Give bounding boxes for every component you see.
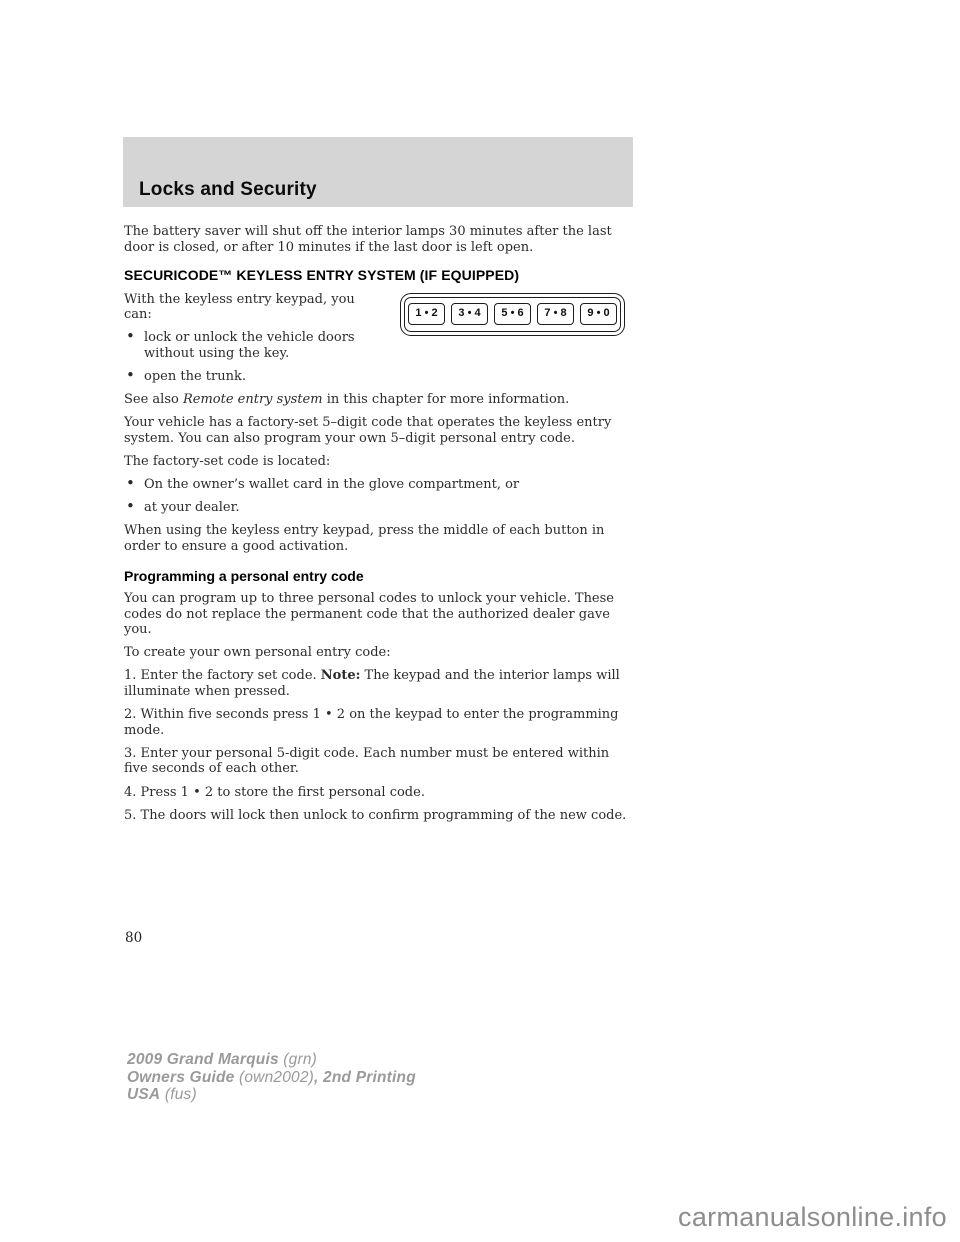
code-location-lead: The factory-set code is located: (124, 454, 331, 470)
keypad-inner-frame (404, 297, 621, 332)
activation-note-paragraph: When using the keyless entry keypad, press the middle of each button in order to ensure a good activation. (124, 523, 605, 554)
footer-line-2 (127, 1069, 416, 1087)
footer-model: 2009 Grand Marquis (127, 1051, 279, 1068)
securicode-heading: SECURICODE™ KEYLESS ENTRY SYSTEM (IF EQUIPPED) (124, 267, 520, 284)
keypad-button-9-0: 9 • 0 (580, 303, 617, 325)
see-also-pre: See also (124, 392, 183, 408)
section-title: Locks and Security (139, 179, 317, 200)
step-5: 5. The doors will lock then unlock to confirm programming of the new code. (124, 807, 627, 823)
keypad-button-7-8: 7 • 8 (537, 303, 574, 325)
factory-code-paragraph: Your vehicle has a factory-set 5–digit code that operates the keyless entry system. You can also program your own 5–digit personal entry code. (124, 415, 612, 446)
bullet-item-dealer: • at your dealer. (124, 500, 636, 516)
footer-line-1 (127, 1051, 416, 1069)
footer-guide-code: (own2002) (234, 1068, 315, 1086)
footer-printing: , 2nd Printing (314, 1068, 416, 1086)
step-4: 4. Press 1 • 2 to store the first personal code. (124, 784, 425, 800)
keypad-figure (400, 293, 625, 336)
keypad-row (124, 292, 636, 392)
step-1-pre: 1. Enter the factory set code. (124, 668, 321, 684)
bullet-item-open-trunk: • open the trunk. (124, 369, 376, 385)
create-code-lead: To create your own personal entry code: (124, 645, 391, 661)
step-1-post: The keypad and the interior lamps will illuminate when pressed. (124, 668, 620, 700)
page-content (124, 207, 636, 831)
step-3: 3. Enter your personal 5-digit code. Each number must be entered within five seconds of each other. (124, 745, 610, 777)
section-header-bar (123, 137, 633, 207)
footer-line-3 (127, 1086, 416, 1104)
step-2: 2. Within five seconds press 1 • 2 on the keypad to enter the programming mode. (124, 707, 619, 738)
footer-country-code: (fus) (160, 1086, 197, 1103)
watermark-text: carmanualsonline.info (678, 1202, 947, 1232)
see-also-paragraph (124, 392, 636, 408)
page-number: 80 (125, 930, 143, 946)
step-1-note-label: Note: (320, 668, 361, 684)
footer-model-code: (grn) (278, 1051, 318, 1068)
intro-paragraph: The battery saver will shut off the interior lamps 30 minutes after the last door is closed, or after 10 minutes if the last door is left open. (124, 224, 612, 255)
keypad-button-5-6: 5 • 6 (494, 303, 531, 325)
footer-country: USA (127, 1086, 161, 1103)
programming-intro-paragraph: You can program up to three personal codes to unlock your vehicle. These codes do not replace the permanent code that the authorized dealer gave you. (124, 591, 614, 638)
keypad-button-1-2: 1 • 2 (408, 303, 445, 325)
keypad-button-3-4: 3 • 4 (451, 303, 488, 325)
programming-heading: Programming a personal entry code (124, 567, 364, 584)
footer-guide: Owners Guide (127, 1068, 235, 1086)
keypad-lead-column (124, 292, 376, 392)
see-also-post: in this chapter for more information. (322, 392, 570, 408)
bullet-item-wallet-card: • On the owner’s wallet card in the glove compartment, or (124, 477, 636, 493)
bullet-item-lock-unlock: • lock or unlock the vehicle doors without using the key. (124, 330, 376, 361)
see-also-link-text: Remote entry system (182, 392, 323, 408)
keypad-lead: With the keyless entry keypad, you can: (124, 291, 355, 323)
footer-colophon (127, 1051, 416, 1104)
step-1 (124, 668, 636, 699)
